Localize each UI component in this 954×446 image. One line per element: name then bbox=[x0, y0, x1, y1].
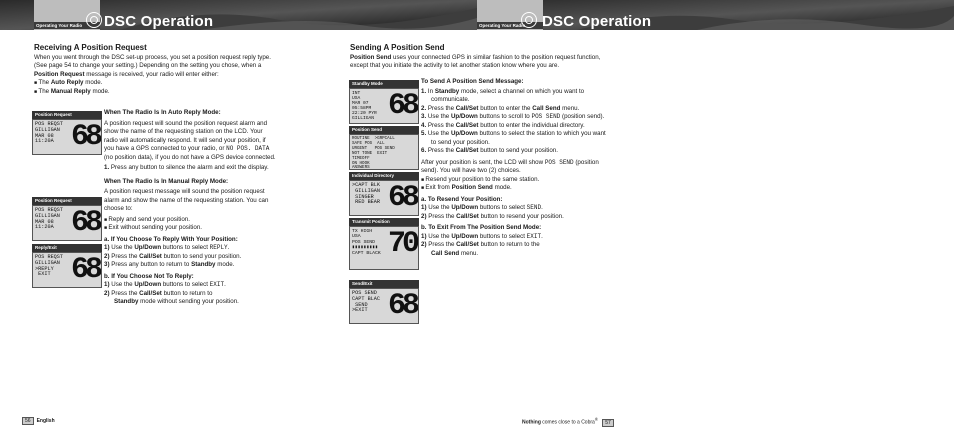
lcd-position-request-1: Position Request POS REQST GILLIGAN MAR 08 11:20A 68 bbox=[32, 111, 102, 155]
channel-number: 68 bbox=[387, 181, 416, 215]
page-title-right: DSC Operation bbox=[542, 13, 652, 30]
section-heading: Receiving A Position Request bbox=[34, 43, 147, 52]
left-intro bbox=[34, 44, 274, 96]
footer-right: Nothing comes close to a Cobra® 57 bbox=[522, 417, 617, 427]
channel-number: 70 bbox=[387, 227, 416, 261]
list-item: ■ The Auto Reply mode. bbox=[34, 79, 274, 88]
list-item: ■ The Manual Reply mode. bbox=[34, 88, 274, 97]
left-main-text: When The Radio Is In Auto Reply Mode: A position request will sound the position request alarm and show the name of the requesting station on the LCD. Your radio will automatically respond. It will send your position, if you have a GPS connected to your radio, or NO POS. DATA (no position data), if you do not have a GPS device connected. 1. Press any button to silence the alarm and exit the display. When The Radio Is In Manual Reply Mode: A position request message will sound the position request alarm and show the name of the requesting station. You can choose to: ■ Reply and send your position. ■ Exit without sending your position. a. If You Choose To Reply With Your Position: 1) Use the Up/Down buttons to select REPLY. 2) Press the Call/Set button to send your position. 3) Press any button to return to Standby mode. b. If You Choose Not To Reply: 1) Use the Up/Down buttons to select EXIT. 2) Press the Call/Set button to return to Standby mode without sending your position. bbox=[104, 109, 276, 307]
lcd-reply-exit: Reply/Exit POS REQST GILLIGAN >REPLY EXIT 68 bbox=[32, 244, 102, 288]
cobra-logo-icon bbox=[521, 12, 537, 28]
footer-left: 56 English bbox=[22, 417, 55, 425]
section-tab-label: Operating Your Radio bbox=[477, 22, 543, 29]
lcd-position-send: Position Send ROUTINE >GRPCALL SAFE POS ALL URGENT POS SEND NOT TONE EXIT TIMEOFF ON HOOK ANSWERS bbox=[349, 126, 419, 170]
channel-number: 68 bbox=[70, 120, 99, 154]
lcd-transmit-position: Transmit Position TX HIGH USA POS SEND ▮▮▮▮▮▮▮▮▮ CAPT BLACK 70 bbox=[349, 218, 419, 270]
list-item: ■ Exit from Position Send mode. bbox=[421, 184, 611, 193]
lcd-position-request-2: Position Request POS REQST GILLIGAN MAR 08 11:20A 68 bbox=[32, 197, 102, 241]
section-heading: Sending A Position Send bbox=[350, 43, 445, 52]
intro-paragraph: When you went through the DSC set-up process, you set a position request reply type. (See page 54 to change your setting.) Depending on the setting you chose, when a Position Request message is received, your radio will enter either: bbox=[34, 53, 271, 78]
right-main-text: To Send A Position Send Message: 1. In Standby mode, select a channel on which you want to communicate. 2. Press the Call/Set button to enter the Call Send menu. 3. Use the Up/Down buttons to scroll to POS SEND (position send). 4. Press the Call/Set button to enter the individual directory. 5. Use the Up/Down buttons to select the station to which you want to send your position. 6. Press the Call/Set button to send your position. After your position is sent, the LCD will show POS SEND (position send). You will have two (2) choices. ■ Resend your position to the same station. ■ Exit from Position Send mode. a. To Resend Your Position: 1) Use the Up/Down buttons to select SEND. 2) Press the Call/Set button to resend your position. b. To Exit From The Position Send Mode: 1) Use the Up/Down buttons to select EXIT. 2) Press the Call/Set button to return to the Call Send menu. bbox=[421, 78, 611, 258]
page-number: 56 bbox=[22, 417, 34, 425]
page-header-right bbox=[477, 0, 954, 30]
lcd-standby: Standby Mode INT USA MAR 07 05:58PM 22:20 PYR GILLIGAN 68 bbox=[349, 80, 419, 124]
channel-number: 68 bbox=[387, 289, 416, 323]
lcd-individual-directory: Individual Directory >CAPT BLK GILLIGAN SINGER RED BEAR 68 bbox=[349, 172, 419, 216]
list-item: ■ Reply and send your position. bbox=[104, 216, 276, 225]
lcd-send-exit: Send/Exit POS SEND CAPT BLAC SEND >EXIT 68 bbox=[349, 280, 419, 324]
page-header-left bbox=[0, 0, 477, 30]
right-intro: Sending A Position Send Position Send uses your connected GPS in similar fashion to the position request function, except that you initiate the activity to let another station know where you are. bbox=[350, 44, 606, 71]
cobra-logo-icon bbox=[86, 12, 102, 28]
channel-number: 68 bbox=[387, 89, 416, 123]
list-item: ■ Resend your position to the same station. bbox=[421, 176, 611, 185]
page-number: 57 bbox=[602, 419, 614, 427]
channel-number: 68 bbox=[70, 206, 99, 240]
section-tab-label: Operating Your Radio bbox=[34, 22, 100, 29]
channel-number: 68 bbox=[70, 253, 99, 287]
page-title-left: DSC Operation bbox=[104, 13, 214, 30]
list-item: ■ Exit without sending your position. bbox=[104, 224, 276, 233]
